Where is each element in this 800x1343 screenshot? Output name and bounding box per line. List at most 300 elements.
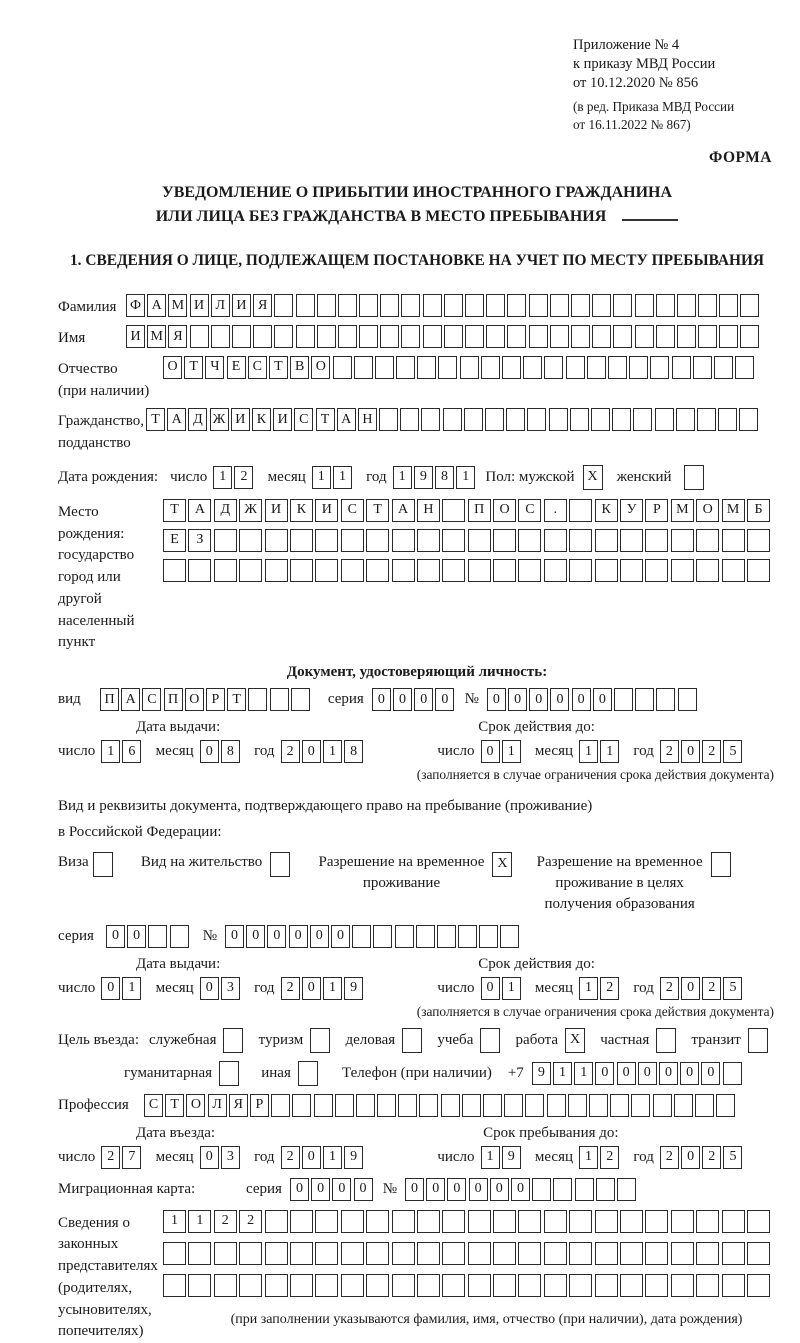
char-cell[interactable]: С bbox=[144, 1094, 163, 1117]
char-cell[interactable] bbox=[550, 294, 569, 317]
char-cell[interactable]: 1 bbox=[502, 740, 521, 763]
char-cell[interactable] bbox=[698, 325, 717, 348]
char-cell[interactable]: Р bbox=[645, 499, 668, 522]
char-cell[interactable]: 9 bbox=[344, 1146, 363, 1169]
char-cell[interactable]: П bbox=[468, 499, 491, 522]
char-cell[interactable] bbox=[655, 408, 674, 431]
char-cell[interactable]: Т bbox=[227, 688, 246, 711]
char-cell[interactable]: Т bbox=[316, 408, 335, 431]
char-cell[interactable]: 0 bbox=[106, 925, 125, 948]
char-cell[interactable] bbox=[613, 325, 632, 348]
char-cell[interactable]: Я bbox=[229, 1094, 248, 1117]
char-cell[interactable] bbox=[735, 356, 754, 379]
char-cell[interactable]: 0 bbox=[302, 977, 321, 1000]
char-cell[interactable] bbox=[315, 1242, 338, 1265]
char-cell[interactable] bbox=[481, 356, 500, 379]
char-cell[interactable] bbox=[493, 529, 516, 552]
char-cell[interactable]: 0 bbox=[550, 688, 569, 711]
char-cell[interactable] bbox=[265, 1274, 288, 1297]
char-cell[interactable] bbox=[672, 356, 691, 379]
residence-permit-checkbox[interactable] bbox=[270, 852, 292, 877]
char-cell[interactable] bbox=[341, 559, 364, 582]
char-cell[interactable]: К bbox=[595, 499, 618, 522]
char-cell[interactable] bbox=[719, 294, 738, 317]
surname-boxes[interactable] bbox=[126, 294, 762, 317]
char-cell[interactable]: С bbox=[341, 499, 364, 522]
char-cell[interactable] bbox=[696, 1274, 719, 1297]
char-cell[interactable] bbox=[335, 1094, 354, 1117]
char-cell[interactable]: Л bbox=[211, 294, 230, 317]
purpose-work-checkbox[interactable] bbox=[565, 1028, 587, 1053]
char-cell[interactable]: Р bbox=[206, 688, 225, 711]
char-cell[interactable] bbox=[677, 325, 696, 348]
birth-place-boxes-row3[interactable] bbox=[163, 559, 772, 582]
char-cell[interactable] bbox=[722, 1242, 745, 1265]
char-cell[interactable]: 0 bbox=[332, 1178, 351, 1201]
char-cell[interactable] bbox=[571, 325, 590, 348]
char-cell[interactable] bbox=[527, 408, 546, 431]
char-cell[interactable] bbox=[525, 1094, 544, 1117]
char-cell[interactable] bbox=[468, 529, 491, 552]
char-cell[interactable]: Ф bbox=[126, 294, 145, 317]
char-cell[interactable] bbox=[633, 408, 652, 431]
char-cell[interactable] bbox=[569, 1242, 592, 1265]
char-cell[interactable] bbox=[529, 325, 548, 348]
char-cell[interactable] bbox=[392, 1242, 415, 1265]
char-cell[interactable] bbox=[677, 294, 696, 317]
char-cell[interactable] bbox=[417, 559, 440, 582]
char-cell[interactable]: 1 bbox=[213, 466, 232, 489]
char-cell[interactable]: А bbox=[121, 688, 140, 711]
char-cell[interactable] bbox=[587, 356, 606, 379]
char-cell[interactable]: Ч bbox=[205, 356, 224, 379]
char-cell[interactable] bbox=[566, 356, 585, 379]
char-cell[interactable] bbox=[366, 1242, 389, 1265]
reps-boxes-row1[interactable] bbox=[163, 1210, 772, 1233]
char-cell[interactable]: 0 bbox=[490, 1178, 509, 1201]
char-cell[interactable] bbox=[711, 852, 731, 877]
char-cell[interactable]: Я bbox=[168, 325, 187, 348]
char-cell[interactable]: 1 bbox=[456, 466, 475, 489]
char-cell[interactable] bbox=[544, 1274, 567, 1297]
char-cell[interactable] bbox=[315, 1210, 338, 1233]
char-cell[interactable] bbox=[366, 1274, 389, 1297]
reps-boxes-row2[interactable] bbox=[163, 1242, 772, 1265]
char-cell[interactable] bbox=[214, 1242, 237, 1265]
char-cell[interactable] bbox=[338, 325, 357, 348]
char-cell[interactable] bbox=[468, 559, 491, 582]
purpose-tourism-checkbox[interactable] bbox=[310, 1028, 332, 1053]
char-cell[interactable] bbox=[214, 1274, 237, 1297]
char-cell[interactable] bbox=[676, 408, 695, 431]
char-cell[interactable] bbox=[696, 1242, 719, 1265]
char-cell[interactable]: М bbox=[168, 294, 187, 317]
temp-permit-edu-checkbox[interactable] bbox=[711, 852, 733, 877]
char-cell[interactable] bbox=[518, 559, 541, 582]
char-cell[interactable]: 9 bbox=[344, 977, 363, 1000]
char-cell[interactable] bbox=[442, 1274, 465, 1297]
char-cell[interactable]: 2 bbox=[239, 1210, 262, 1233]
char-cell[interactable] bbox=[569, 1210, 592, 1233]
char-cell[interactable] bbox=[485, 408, 504, 431]
char-cell[interactable] bbox=[544, 1210, 567, 1233]
char-cell[interactable] bbox=[569, 559, 592, 582]
char-cell[interactable] bbox=[595, 1274, 618, 1297]
char-cell[interactable] bbox=[518, 529, 541, 552]
char-cell[interactable] bbox=[547, 1094, 566, 1117]
char-cell[interactable] bbox=[748, 1028, 768, 1053]
char-cell[interactable] bbox=[148, 925, 167, 948]
char-cell[interactable] bbox=[317, 325, 336, 348]
char-cell[interactable]: 0 bbox=[289, 925, 308, 948]
char-cell[interactable]: 2 bbox=[214, 1210, 237, 1233]
char-cell[interactable]: 1 bbox=[323, 1146, 342, 1169]
char-cell[interactable] bbox=[270, 688, 289, 711]
birth-place-boxes-row2[interactable] bbox=[163, 529, 772, 552]
given-name-boxes[interactable] bbox=[126, 325, 762, 348]
char-cell[interactable] bbox=[377, 1094, 396, 1117]
char-cell[interactable] bbox=[417, 1210, 440, 1233]
char-cell[interactable]: . bbox=[544, 499, 567, 522]
char-cell[interactable] bbox=[265, 559, 288, 582]
char-cell[interactable] bbox=[591, 408, 610, 431]
char-cell[interactable] bbox=[614, 688, 633, 711]
char-cell[interactable]: 0 bbox=[593, 688, 612, 711]
char-cell[interactable]: 0 bbox=[200, 1146, 219, 1169]
char-cell[interactable] bbox=[671, 529, 694, 552]
stay-day-boxes[interactable] bbox=[481, 1146, 523, 1169]
char-cell[interactable] bbox=[568, 1094, 587, 1117]
char-cell[interactable]: 1 bbox=[553, 1062, 572, 1085]
char-cell[interactable] bbox=[650, 356, 669, 379]
char-cell[interactable] bbox=[356, 1094, 375, 1117]
char-cell[interactable] bbox=[464, 408, 483, 431]
char-cell[interactable]: О bbox=[186, 1094, 205, 1117]
char-cell[interactable]: Л bbox=[208, 1094, 227, 1117]
char-cell[interactable] bbox=[296, 294, 315, 317]
char-cell[interactable]: 1 bbox=[579, 1146, 598, 1169]
char-cell[interactable]: М bbox=[722, 499, 745, 522]
char-cell[interactable]: 2 bbox=[600, 977, 619, 1000]
char-cell[interactable] bbox=[214, 529, 237, 552]
mig-number-boxes[interactable] bbox=[405, 1178, 638, 1201]
char-cell[interactable] bbox=[271, 1094, 290, 1117]
char-cell[interactable]: 2 bbox=[702, 740, 721, 763]
char-cell[interactable] bbox=[693, 356, 712, 379]
char-cell[interactable] bbox=[716, 1094, 735, 1117]
char-cell[interactable] bbox=[239, 1242, 262, 1265]
char-cell[interactable] bbox=[444, 294, 463, 317]
char-cell[interactable]: 2 bbox=[702, 1146, 721, 1169]
char-cell[interactable]: 0 bbox=[372, 688, 391, 711]
entry-year-boxes[interactable] bbox=[281, 1146, 366, 1169]
char-cell[interactable]: И bbox=[315, 499, 338, 522]
char-cell[interactable]: 0 bbox=[680, 1062, 699, 1085]
char-cell[interactable] bbox=[656, 1028, 676, 1053]
char-cell[interactable]: 5 bbox=[723, 1146, 742, 1169]
char-cell[interactable] bbox=[314, 1094, 333, 1117]
char-cell[interactable] bbox=[620, 1274, 643, 1297]
char-cell[interactable] bbox=[678, 688, 697, 711]
permit-issue-year-boxes[interactable] bbox=[281, 977, 366, 1000]
char-cell[interactable]: О bbox=[696, 499, 719, 522]
char-cell[interactable] bbox=[674, 1094, 693, 1117]
char-cell[interactable] bbox=[532, 1178, 551, 1201]
char-cell[interactable]: 1 bbox=[333, 466, 352, 489]
char-cell[interactable] bbox=[612, 408, 631, 431]
char-cell[interactable] bbox=[656, 688, 675, 711]
purpose-official-checkbox[interactable] bbox=[223, 1028, 245, 1053]
char-cell[interactable]: А bbox=[392, 499, 415, 522]
char-cell[interactable] bbox=[696, 559, 719, 582]
char-cell[interactable] bbox=[188, 1242, 211, 1265]
char-cell[interactable] bbox=[437, 925, 456, 948]
char-cell[interactable]: 1 bbox=[312, 466, 331, 489]
char-cell[interactable]: 0 bbox=[426, 1178, 445, 1201]
char-cell[interactable] bbox=[569, 499, 592, 522]
permit-valid-day-boxes[interactable] bbox=[481, 977, 523, 1000]
char-cell[interactable] bbox=[571, 294, 590, 317]
doc-issue-year-boxes[interactable] bbox=[281, 740, 366, 763]
char-cell[interactable] bbox=[239, 529, 262, 552]
char-cell[interactable] bbox=[290, 1242, 313, 1265]
char-cell[interactable] bbox=[518, 1210, 541, 1233]
char-cell[interactable] bbox=[190, 325, 209, 348]
char-cell[interactable] bbox=[315, 559, 338, 582]
doc-number-boxes[interactable] bbox=[487, 688, 699, 711]
char-cell[interactable] bbox=[366, 1210, 389, 1233]
char-cell[interactable] bbox=[375, 356, 394, 379]
char-cell[interactable] bbox=[315, 1274, 338, 1297]
temp-permit-checkbox[interactable] bbox=[492, 852, 514, 877]
char-cell[interactable] bbox=[188, 559, 211, 582]
char-cell[interactable] bbox=[359, 325, 378, 348]
char-cell[interactable]: Д bbox=[188, 408, 207, 431]
char-cell[interactable] bbox=[400, 408, 419, 431]
char-cell[interactable]: Ж bbox=[239, 499, 262, 522]
char-cell[interactable] bbox=[620, 559, 643, 582]
char-cell[interactable] bbox=[747, 1210, 770, 1233]
char-cell[interactable]: З bbox=[188, 529, 211, 552]
profession-boxes[interactable] bbox=[144, 1094, 737, 1117]
char-cell[interactable]: 1 bbox=[502, 977, 521, 1000]
char-cell[interactable] bbox=[620, 1210, 643, 1233]
char-cell[interactable]: 6 bbox=[122, 740, 141, 763]
char-cell[interactable] bbox=[416, 925, 435, 948]
permit-series-boxes[interactable] bbox=[106, 925, 191, 948]
char-cell[interactable] bbox=[493, 1242, 516, 1265]
doc-valid-day-boxes[interactable] bbox=[481, 740, 523, 763]
char-cell[interactable]: Н bbox=[358, 408, 377, 431]
char-cell[interactable] bbox=[575, 1178, 594, 1201]
char-cell[interactable] bbox=[722, 1210, 745, 1233]
char-cell[interactable]: И bbox=[126, 325, 145, 348]
char-cell[interactable] bbox=[163, 1274, 186, 1297]
char-cell[interactable]: 0 bbox=[529, 688, 548, 711]
char-cell[interactable] bbox=[274, 325, 293, 348]
char-cell[interactable]: А bbox=[188, 499, 211, 522]
char-cell[interactable] bbox=[468, 1274, 491, 1297]
char-cell[interactable] bbox=[635, 294, 654, 317]
char-cell[interactable] bbox=[421, 408, 440, 431]
char-cell[interactable] bbox=[392, 559, 415, 582]
entry-day-boxes[interactable] bbox=[101, 1146, 143, 1169]
char-cell[interactable] bbox=[290, 1274, 313, 1297]
char-cell[interactable]: 9 bbox=[502, 1146, 521, 1169]
doc-issue-day-boxes[interactable] bbox=[101, 740, 143, 763]
char-cell[interactable]: В bbox=[290, 356, 309, 379]
char-cell[interactable] bbox=[366, 559, 389, 582]
char-cell[interactable] bbox=[274, 294, 293, 317]
char-cell[interactable] bbox=[645, 1210, 668, 1233]
char-cell[interactable] bbox=[373, 925, 392, 948]
char-cell[interactable]: 0 bbox=[405, 1178, 424, 1201]
char-cell[interactable] bbox=[645, 529, 668, 552]
char-cell[interactable]: 0 bbox=[200, 977, 219, 1000]
char-cell[interactable]: М bbox=[671, 499, 694, 522]
char-cell[interactable]: 0 bbox=[393, 688, 412, 711]
char-cell[interactable] bbox=[265, 529, 288, 552]
char-cell[interactable] bbox=[341, 1242, 364, 1265]
char-cell[interactable] bbox=[163, 1242, 186, 1265]
char-cell[interactable]: П bbox=[100, 688, 119, 711]
char-cell[interactable]: 5 bbox=[723, 740, 742, 763]
char-cell[interactable] bbox=[239, 1274, 262, 1297]
char-cell[interactable]: 0 bbox=[617, 1062, 636, 1085]
char-cell[interactable]: 2 bbox=[281, 977, 300, 1000]
char-cell[interactable] bbox=[486, 294, 505, 317]
char-cell[interactable] bbox=[265, 1242, 288, 1265]
char-cell[interactable]: А bbox=[167, 408, 186, 431]
char-cell[interactable] bbox=[188, 1274, 211, 1297]
char-cell[interactable] bbox=[253, 325, 272, 348]
char-cell[interactable]: 7 bbox=[122, 1146, 141, 1169]
char-cell[interactable] bbox=[290, 1210, 313, 1233]
char-cell[interactable]: О bbox=[163, 356, 182, 379]
char-cell[interactable]: 0 bbox=[354, 1178, 373, 1201]
char-cell[interactable] bbox=[392, 1274, 415, 1297]
doc-issue-month-boxes[interactable] bbox=[200, 740, 242, 763]
char-cell[interactable] bbox=[502, 356, 521, 379]
char-cell[interactable] bbox=[392, 1210, 415, 1233]
char-cell[interactable] bbox=[592, 325, 611, 348]
char-cell[interactable]: Т bbox=[163, 499, 186, 522]
char-cell[interactable] bbox=[635, 325, 654, 348]
permit-issue-day-boxes[interactable] bbox=[101, 977, 143, 1000]
permit-valid-month-boxes[interactable] bbox=[579, 977, 621, 1000]
char-cell[interactable] bbox=[442, 499, 465, 522]
char-cell[interactable] bbox=[441, 1094, 460, 1117]
char-cell[interactable] bbox=[239, 559, 262, 582]
char-cell[interactable] bbox=[417, 529, 440, 552]
char-cell[interactable] bbox=[722, 559, 745, 582]
char-cell[interactable] bbox=[380, 294, 399, 317]
char-cell[interactable] bbox=[341, 1210, 364, 1233]
char-cell[interactable] bbox=[366, 529, 389, 552]
char-cell[interactable] bbox=[292, 1094, 311, 1117]
char-cell[interactable]: А bbox=[337, 408, 356, 431]
char-cell[interactable] bbox=[739, 408, 758, 431]
char-cell[interactable]: Я bbox=[253, 294, 272, 317]
char-cell[interactable] bbox=[653, 1094, 672, 1117]
char-cell[interactable]: И bbox=[190, 294, 209, 317]
char-cell[interactable] bbox=[163, 559, 186, 582]
char-cell[interactable] bbox=[714, 356, 733, 379]
char-cell[interactable] bbox=[620, 529, 643, 552]
char-cell[interactable] bbox=[696, 529, 719, 552]
char-cell[interactable] bbox=[333, 356, 352, 379]
char-cell[interactable]: 8 bbox=[344, 740, 363, 763]
char-cell[interactable] bbox=[718, 408, 737, 431]
permit-valid-year-boxes[interactable] bbox=[660, 977, 745, 1000]
char-cell[interactable] bbox=[518, 1274, 541, 1297]
char-cell[interactable]: 2 bbox=[281, 740, 300, 763]
char-cell[interactable]: 1 bbox=[188, 1210, 211, 1233]
char-cell[interactable]: 1 bbox=[574, 1062, 593, 1085]
char-cell[interactable]: А bbox=[147, 294, 166, 317]
char-cell[interactable] bbox=[544, 559, 567, 582]
char-cell[interactable] bbox=[290, 529, 313, 552]
char-cell[interactable] bbox=[613, 294, 632, 317]
char-cell[interactable]: Н bbox=[417, 499, 440, 522]
char-cell[interactable] bbox=[631, 1094, 650, 1117]
char-cell[interactable] bbox=[310, 1028, 330, 1053]
char-cell[interactable] bbox=[248, 688, 267, 711]
doc-series-boxes[interactable] bbox=[372, 688, 457, 711]
char-cell[interactable] bbox=[354, 356, 373, 379]
char-cell[interactable] bbox=[442, 1242, 465, 1265]
char-cell[interactable] bbox=[483, 1094, 502, 1117]
char-cell[interactable] bbox=[396, 356, 415, 379]
char-cell[interactable]: 3 bbox=[221, 977, 240, 1000]
char-cell[interactable]: 0 bbox=[302, 1146, 321, 1169]
char-cell[interactable] bbox=[595, 529, 618, 552]
char-cell[interactable] bbox=[423, 294, 442, 317]
mig-series-boxes[interactable] bbox=[290, 1178, 375, 1201]
char-cell[interactable] bbox=[595, 559, 618, 582]
char-cell[interactable] bbox=[379, 408, 398, 431]
char-cell[interactable] bbox=[341, 1274, 364, 1297]
char-cell[interactable]: 2 bbox=[702, 977, 721, 1000]
char-cell[interactable]: О bbox=[185, 688, 204, 711]
birth-month-boxes[interactable] bbox=[312, 466, 354, 489]
char-cell[interactable] bbox=[747, 559, 770, 582]
char-cell[interactable]: 0 bbox=[681, 1146, 700, 1169]
char-cell[interactable]: 0 bbox=[681, 740, 700, 763]
char-cell[interactable]: 0 bbox=[225, 925, 244, 948]
char-cell[interactable] bbox=[462, 1094, 481, 1117]
char-cell[interactable] bbox=[458, 925, 477, 948]
char-cell[interactable]: 8 bbox=[435, 466, 454, 489]
char-cell[interactable]: 9 bbox=[532, 1062, 551, 1085]
char-cell[interactable] bbox=[595, 1242, 618, 1265]
char-cell[interactable] bbox=[722, 1274, 745, 1297]
char-cell[interactable] bbox=[697, 408, 716, 431]
char-cell[interactable]: 1 bbox=[579, 740, 598, 763]
char-cell[interactable] bbox=[315, 529, 338, 552]
char-cell[interactable] bbox=[500, 925, 519, 948]
char-cell[interactable]: 0 bbox=[311, 1178, 330, 1201]
char-cell[interactable] bbox=[291, 688, 310, 711]
char-cell[interactable] bbox=[656, 294, 675, 317]
char-cell[interactable] bbox=[645, 1242, 668, 1265]
char-cell[interactable] bbox=[465, 294, 484, 317]
permit-issue-month-boxes[interactable] bbox=[200, 977, 242, 1000]
char-cell[interactable]: С bbox=[248, 356, 267, 379]
purpose-other-checkbox[interactable] bbox=[298, 1061, 320, 1086]
char-cell[interactable]: 0 bbox=[511, 1178, 530, 1201]
char-cell[interactable] bbox=[569, 529, 592, 552]
